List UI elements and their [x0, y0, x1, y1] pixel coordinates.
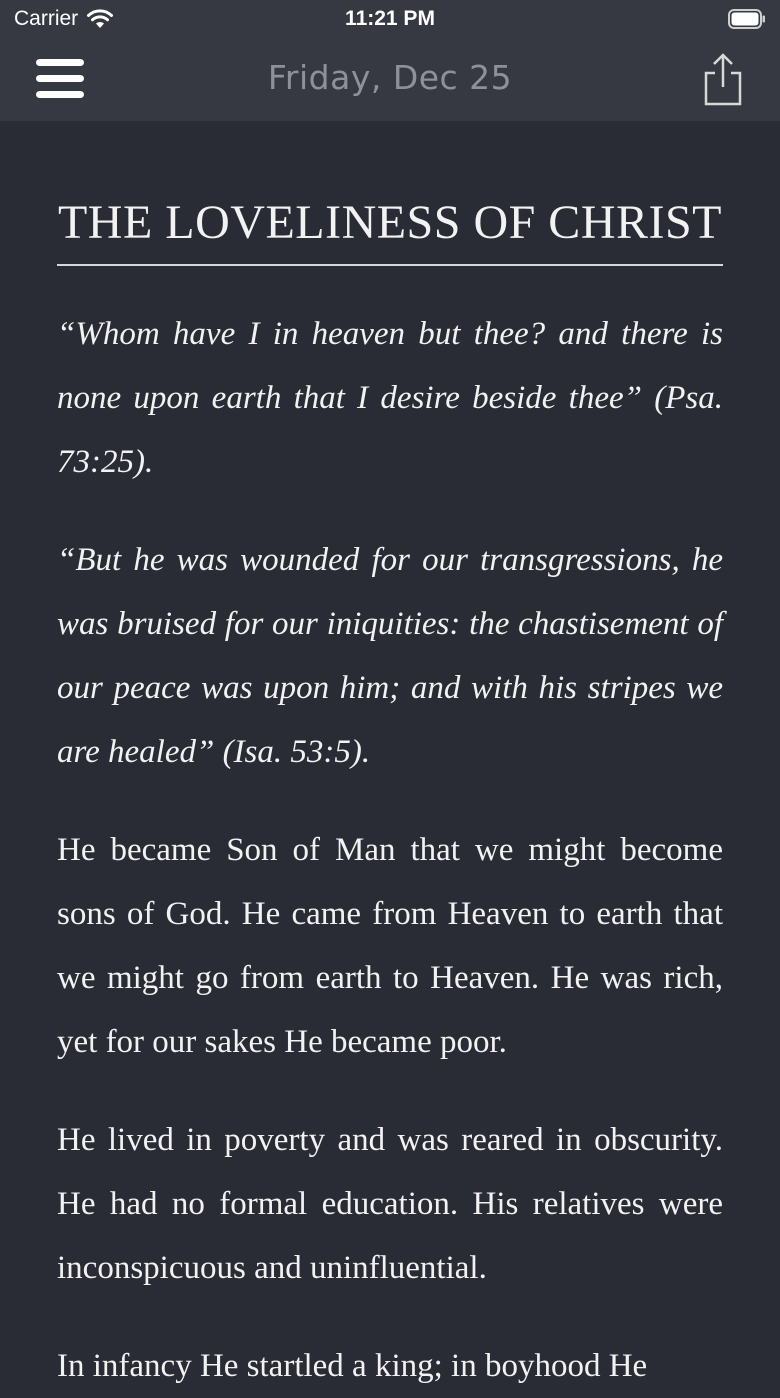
- carrier-label: Carrier: [14, 7, 79, 30]
- status-time: 11:21 PM: [345, 7, 435, 30]
- share-icon: [702, 52, 744, 106]
- scripture-quote: “But he was wounded for our transgressions, he was bruised for our iniquities: the chastisement of our peace was upon him; and with his stripes we are healed” (Isa. 53:5).: [57, 542, 723, 770]
- article-title: THE LOVELINESS OF CHRIST: [57, 195, 723, 266]
- body-paragraph: He lived in poverty and was reared in obscurity. He had no formal education. His relatives were inconspicuous and uninfluential.: [57, 1122, 723, 1286]
- scripture-quote: “Whom have I in heaven but thee? and there is none upon earth that I desire beside thee” (Psa. 73:25).: [57, 316, 723, 480]
- page-title: Friday, Dec 25: [267, 58, 513, 97]
- status-bar: [0, 0, 780, 40]
- share-button[interactable]: [702, 52, 744, 106]
- battery-icon: [728, 9, 766, 29]
- body-paragraph: He became Son of Man that we might become sons of God. He came from Heaven to earth that we might go from earth to Heaven. He was rich, yet for our sakes He became poor.: [57, 832, 723, 1060]
- article: [57, 122, 723, 1398]
- nav-bar: [0, 40, 780, 122]
- body-paragraph: In infancy He startled a king; in boyhood He: [57, 1348, 648, 1384]
